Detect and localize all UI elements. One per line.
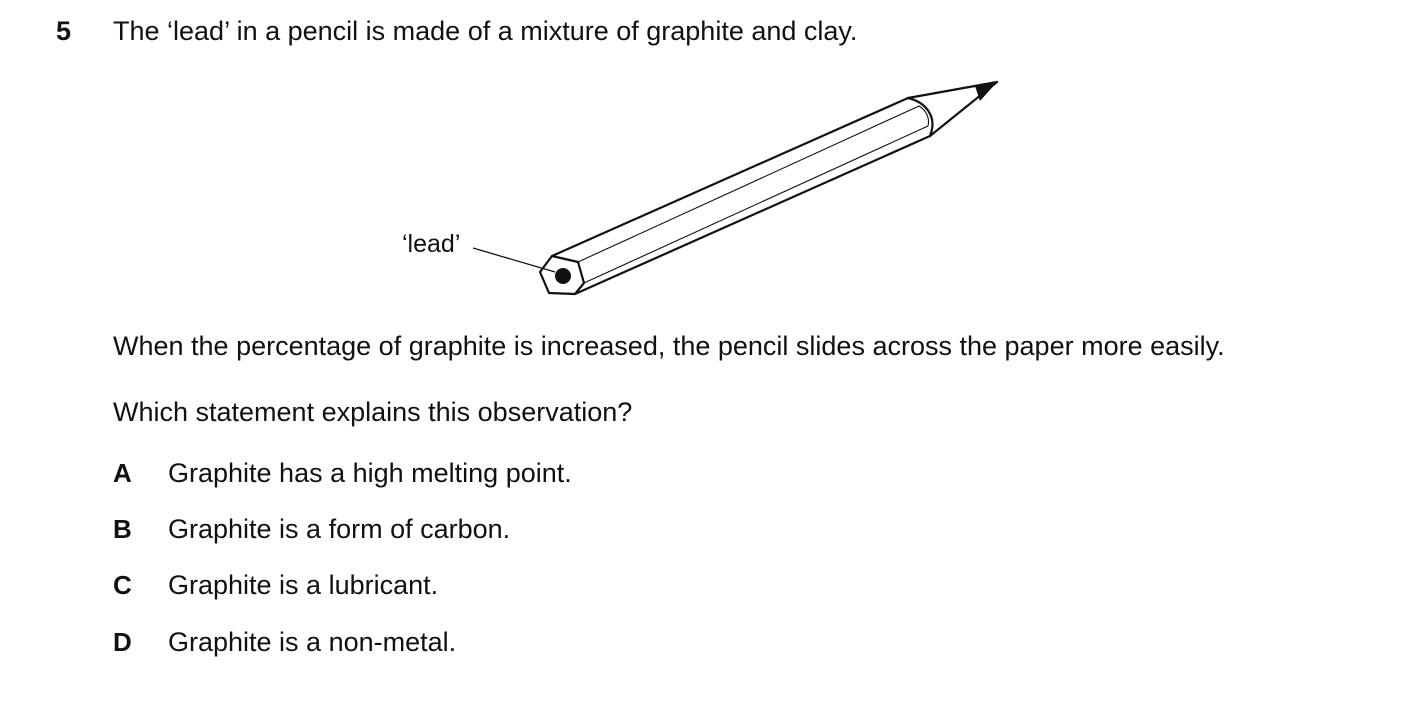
option-d-letter: D bbox=[113, 627, 132, 657]
option-b-letter: B bbox=[113, 514, 132, 544]
lead-core bbox=[555, 268, 571, 284]
pencil-shoulder bbox=[908, 98, 932, 136]
option-a-text: Graphite has a high melting point. bbox=[168, 458, 572, 488]
option-c-letter: C bbox=[113, 570, 132, 600]
label-leader-line bbox=[473, 248, 555, 272]
question-prompt: Which statement explains this observation? bbox=[113, 397, 633, 427]
option-b-text: Graphite is a form of carbon. bbox=[168, 514, 511, 544]
pencil-facet-line-1 bbox=[578, 106, 919, 262]
pencil-top-edge bbox=[552, 98, 908, 256]
pencil-diagram bbox=[0, 0, 1403, 320]
option-a-letter: A bbox=[113, 458, 132, 488]
observation-text: When the percentage of graphite is increased, the pencil slides across the paper more easily. bbox=[113, 331, 1225, 361]
pencil-bottom-edge bbox=[575, 136, 930, 294]
question-stem: The ‘lead’ in a pencil is made of a mixture of graphite and clay. bbox=[113, 16, 858, 46]
pencil-facet-line-2 bbox=[584, 126, 928, 283]
figure-label-lead: ‘lead’ bbox=[402, 230, 461, 258]
option-d-text: Graphite is a non-metal. bbox=[168, 627, 457, 657]
question-number: 5 bbox=[56, 16, 72, 46]
option-c-text: Graphite is a lubricant. bbox=[168, 570, 439, 600]
